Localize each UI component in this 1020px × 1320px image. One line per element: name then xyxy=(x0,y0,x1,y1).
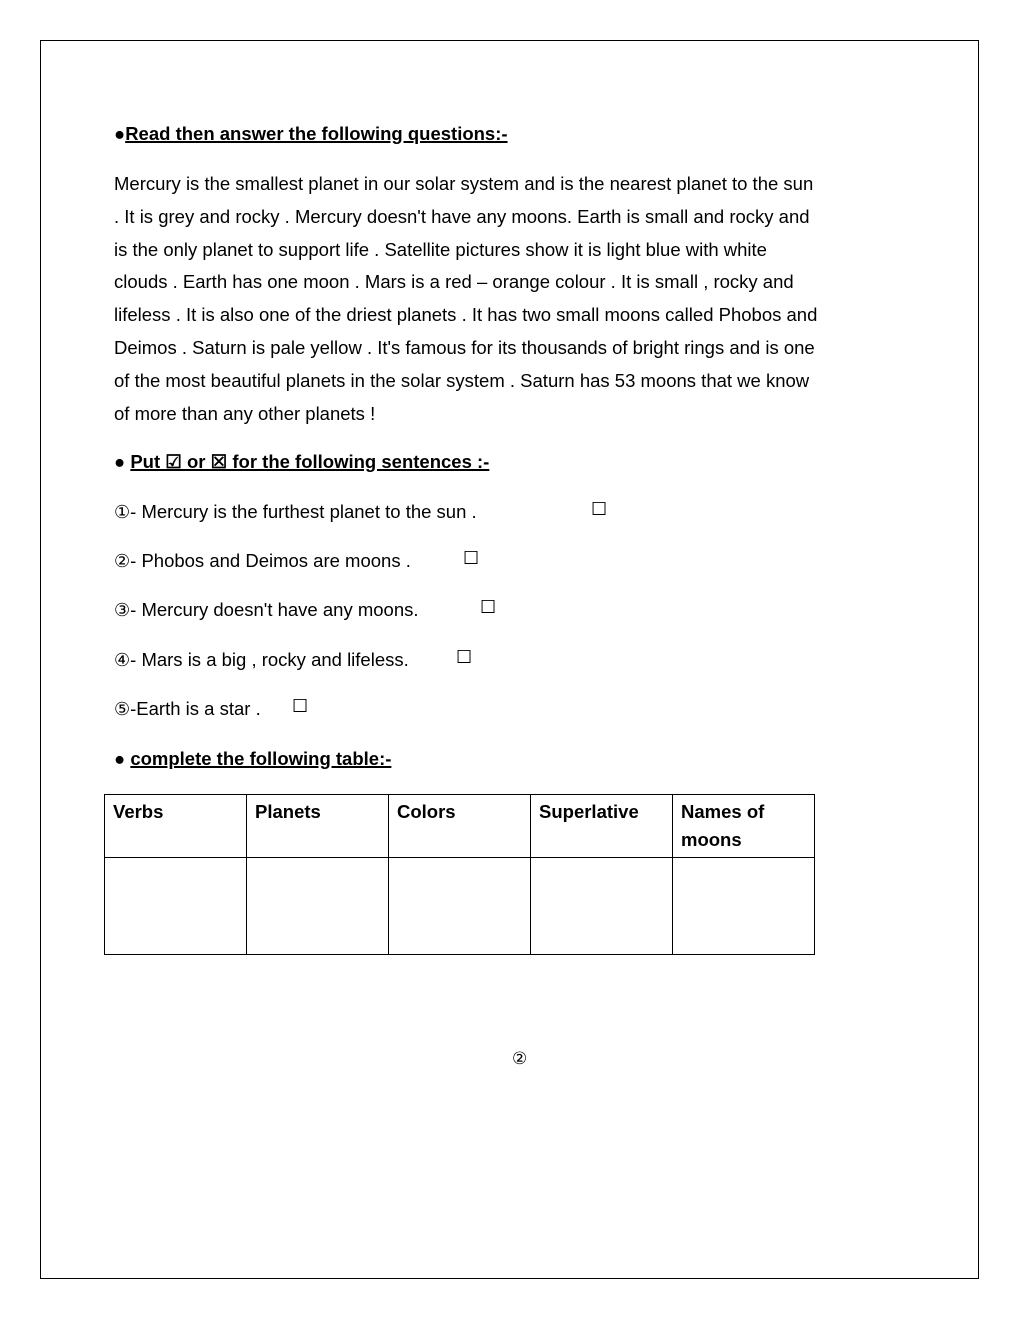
sentence-text: - Mercury doesn't have any moons. xyxy=(130,599,419,620)
cell-superlative[interactable] xyxy=(531,858,673,955)
cell-planets[interactable] xyxy=(247,858,389,955)
passage-line: is the only planet to support life . Satellite pictures show it is light blue with white xyxy=(114,239,767,260)
number-icon: ③ xyxy=(114,600,131,621)
sentence-2 xyxy=(114,550,411,572)
header-planets: Planets xyxy=(247,795,389,858)
heading-text: Put ☑ or ☒ for the following sentences :- xyxy=(130,451,490,472)
passage-line: of the most beautiful planets in the solar system . Saturn has 53 moons that we know xyxy=(114,370,810,391)
checkbox-4[interactable]: ☐ xyxy=(456,647,473,668)
passage-line: . It is grey and rocky . Mercury doesn't have any moons. Earth is small and rocky and xyxy=(114,206,810,227)
cell-verbs[interactable] xyxy=(105,858,247,955)
number-icon: ① xyxy=(114,502,131,523)
number-icon: ⑤ xyxy=(114,699,131,720)
sentence-text: - Phobos and Deimos are moons . xyxy=(130,550,411,571)
sentence-5 xyxy=(114,698,261,720)
bullet-icon: ● xyxy=(114,451,126,472)
header-verbs: Verbs xyxy=(105,795,247,858)
answer-table xyxy=(104,794,815,955)
passage-line: clouds . Earth has one moon . Mars is a red – orange colour . It is small , rocky and xyxy=(114,271,794,292)
sentence-4 xyxy=(114,649,409,671)
sentence-text: -Earth is a star . xyxy=(130,698,261,719)
table-header-row xyxy=(105,795,815,858)
passage-line: of more than any other planets ! xyxy=(114,403,376,424)
header-names-of-moons: Names of moons xyxy=(673,795,815,858)
bullet-icon: ● xyxy=(114,123,126,144)
number-icon: ④ xyxy=(114,650,131,671)
table-row xyxy=(105,858,815,955)
heading-text: Read then answer the following questions:- xyxy=(125,123,508,144)
passage-line: Mercury is the smallest planet in our solar system and is the nearest planet to the sun xyxy=(114,173,814,194)
page-number: ② xyxy=(512,1049,528,1069)
sentence-text: - Mercury is the furthest planet to the sun . xyxy=(130,501,477,522)
passage-line: Deimos . Saturn is pale yellow . It's famous for its thousands of bright rings and is one xyxy=(114,337,815,358)
header-superlative: Superlative xyxy=(531,795,673,858)
bullet-icon: ● xyxy=(114,748,126,769)
heading-text: complete the following table:- xyxy=(130,748,392,769)
sentence-text: - Mars is a big , rocky and lifeless. xyxy=(130,649,409,670)
header-colors: Colors xyxy=(389,795,531,858)
sentence-3 xyxy=(114,599,419,621)
section-heading-read xyxy=(114,123,508,145)
checkbox-3[interactable]: ☐ xyxy=(480,597,497,618)
checkbox-2[interactable]: ☐ xyxy=(463,548,480,569)
section-heading-true-false xyxy=(114,451,489,473)
passage-line: lifeless . It is also one of the driest planets . It has two small moons called Phobos and xyxy=(114,304,818,325)
cell-colors[interactable] xyxy=(389,858,531,955)
number-icon: ② xyxy=(114,551,131,572)
section-heading-table xyxy=(114,748,391,770)
sentence-1 xyxy=(114,501,477,523)
checkbox-5[interactable]: ☐ xyxy=(292,696,309,717)
checkbox-1[interactable]: ☐ xyxy=(591,499,608,520)
cell-names-of-moons[interactable] xyxy=(673,858,815,955)
